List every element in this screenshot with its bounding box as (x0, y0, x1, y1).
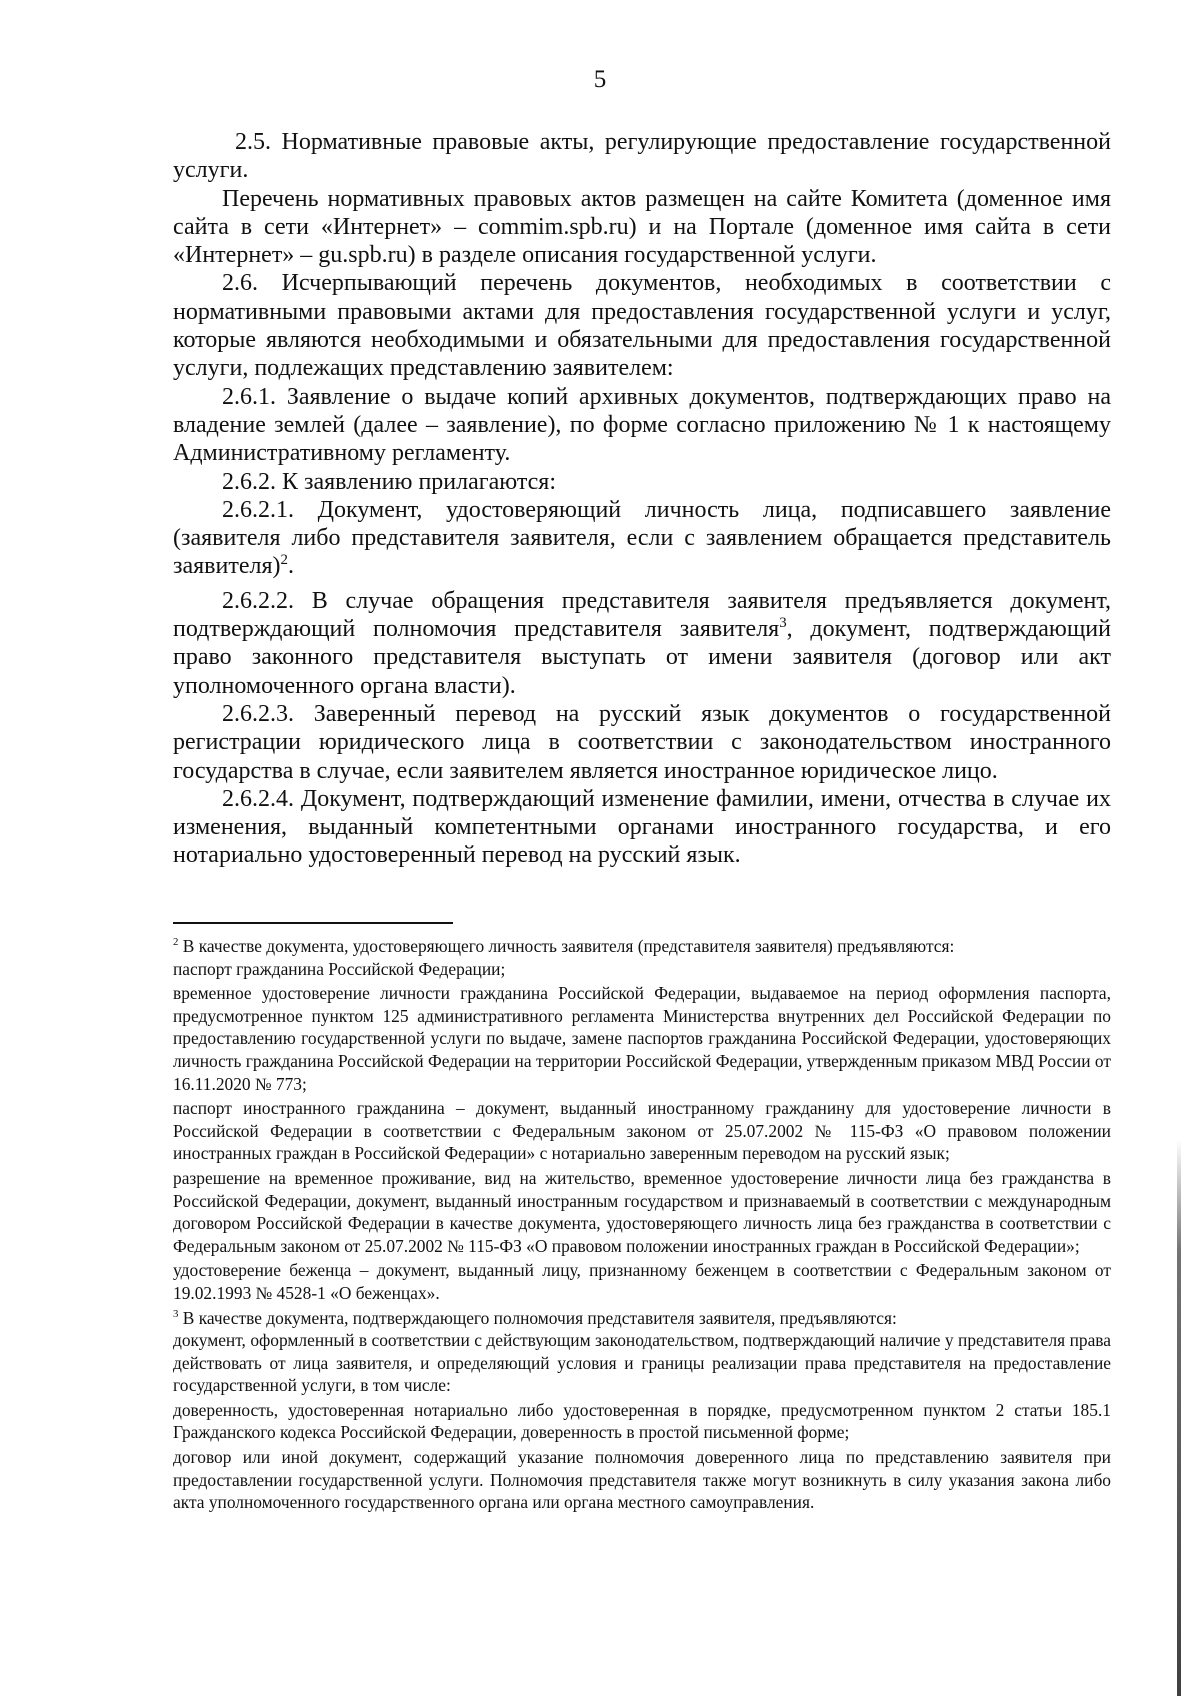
footnote-line: доверенность, удостоверенная нотариально либо удостоверенная в порядке, предусмотренном пунктом 2 статьи 185.1 Гражданского кодекса Российской Федерации, доверенность в простой письменной форме; (173, 1399, 1111, 1443)
footnote-line (173, 1307, 1111, 1330)
footnote-line: разрешение на временное проживание, вид на жительство, временное удостоверение личности лица без гражданства в Российской Федерации, документ, выданный иностранным государством и признаваемый в соответствии с международным договором Российской Федерации в качестве документа, удостоверяющего личность лица без гражданства в соответствии с Федеральным законом от 25.07.2002 № 115-ФЗ «О правовом положении иностранных граждан в Российской Федерации»; (173, 1167, 1111, 1256)
footnote-line: паспорт гражданина Российской Федерации; (173, 958, 506, 979)
paragraph (173, 587, 1111, 700)
footnote-reference: 3 (779, 615, 787, 632)
paragraph: 2.6.2.3. Заверенный перевод на русский язык документов о государственной регистрации юридического лица в соответствии с законодательством иностранного государства в случае, если заявителем является иностранное юридическое лицо. (173, 700, 1111, 784)
paragraph-text-tail: , документ, подтверждающий право законного представителя выступать от имени заявителя (договор или акт уполномоченного органа власти). (173, 616, 1111, 699)
paragraph-text-tail: . (287, 553, 294, 580)
paragraph: 2.5. Нормативные правовые акты, регулирующие предоставление государственной услуги. (173, 129, 1111, 184)
paragraph-text: 2.6.2.2. В случае обращения представителя заявителя предъявляется документ, подтверждающий полномочия представителя заявителя (173, 587, 1111, 643)
paragraph: Перечень нормативных правовых актов размещен на сайте Комитета (доменное имя сайта в сети «Интернет» – commim.spb.ru) и на Портале (доменное имя сайта в сети «Интернет» – gu.spb.ru) в разделе описания государственной услуги. (173, 185, 1111, 269)
footnote-mark: 2 (173, 936, 179, 949)
main-text (173, 128, 1111, 870)
footnote-line (173, 935, 1111, 958)
footnote-line: документ, оформленный в соответствии с действующим законодательством, подтверждающий наличие у представителя права действовать от лица заявителя, и определяющий условия и границы реализации права представителя на предоставление государственной услуги, в том числе: (173, 1330, 1111, 1396)
footnote-line: удостоверение беженца – документ, выданный лицу, признанному беженцем в соответствии с Федеральным законом от 19.02.1993 № 4528-1 «О беженцах». (173, 1260, 1111, 1303)
paragraph: 2.6.2. К заявлению прилагаются: (222, 468, 557, 495)
footnote-line: паспорт иностранного гражданина – документ, выданный иностранному гражданину для удостоверение личности в Российской Федерации в соответствии с Федеральным законом от 25.07.2002 № 115-ФЗ «О правовом положении иностранных граждан в Российской Федерации» с нотариально заверенным переводом на русский язык; (173, 1098, 1111, 1164)
footnote-text: В качестве документа, удостоверяющего личность заявителя (представителя заявителя) предъявляются: (182, 936, 955, 956)
paragraph: 2.6. Исчерпывающий перечень документов, необходимых в соответствии с нормативными правовыми актами для предоставления государственной услуги и услуг, которые являются необходимыми и обязательными для предоставления государственной услуги, подлежащих представлению заявителем: (173, 270, 1111, 382)
page-number: 5 (593, 66, 607, 93)
paragraph-text: 2.6.2.1. Документ, удостоверяющий личность лица, подписавшего заявление (заявителя либо представителя заявителя, если с заявлением обращается представитель заявителя) (173, 496, 1111, 580)
footnote-text: В качестве документа, подтверждающего полномочия представителя заявителя, предъявляются: (182, 1307, 897, 1328)
footnotes (173, 935, 1111, 1514)
footnote-reference: 2 (280, 552, 288, 569)
footnote-line: договор или иной документ, содержащий указание полномочия доверенного лица по представлению заявителя при предоставлении государственной услуги. Полномочия представителя также могут возникнуть в силу указания закона либо акта уполномоченного государственного органа или органа местного самоуправления. (173, 1447, 1111, 1513)
paragraph: 2.6.1. Заявление о выдаче копий архивных документов, подтверждающих право на владение землей (далее – заявление), по форме согласно приложению № 1 к настоящему Административному регламенту. (173, 383, 1111, 467)
footnote-mark: 3 (173, 1307, 179, 1320)
paragraph (173, 496, 1111, 581)
scan-edge-shadow (1177, 1140, 1181, 1696)
footnote-line: временное удостоверение личности гражданина Российской Федерации, выдаваемое на период оформления паспорта, предусмотренное пунктом 125 административного регламента Министерства внутренних дел Российской Федерации по предоставлению государственной услуги по выдаче, замене паспортов гражданина Российской Федерации, удостоверяющих личность гражданина Российской Федерации на территории Российской Федерации, утвержденным приказом МВД России от 16.11.2020 № 773; (173, 983, 1111, 1094)
paragraph: 2.6.2.4. Документ, подтверждающий изменение фамилии, имени, отчества в случае их изменения, выданный компетентными органами иностранного государства, и его нотариально удостоверенный перевод на русский язык. (173, 785, 1111, 869)
footnote-separator (173, 922, 453, 924)
